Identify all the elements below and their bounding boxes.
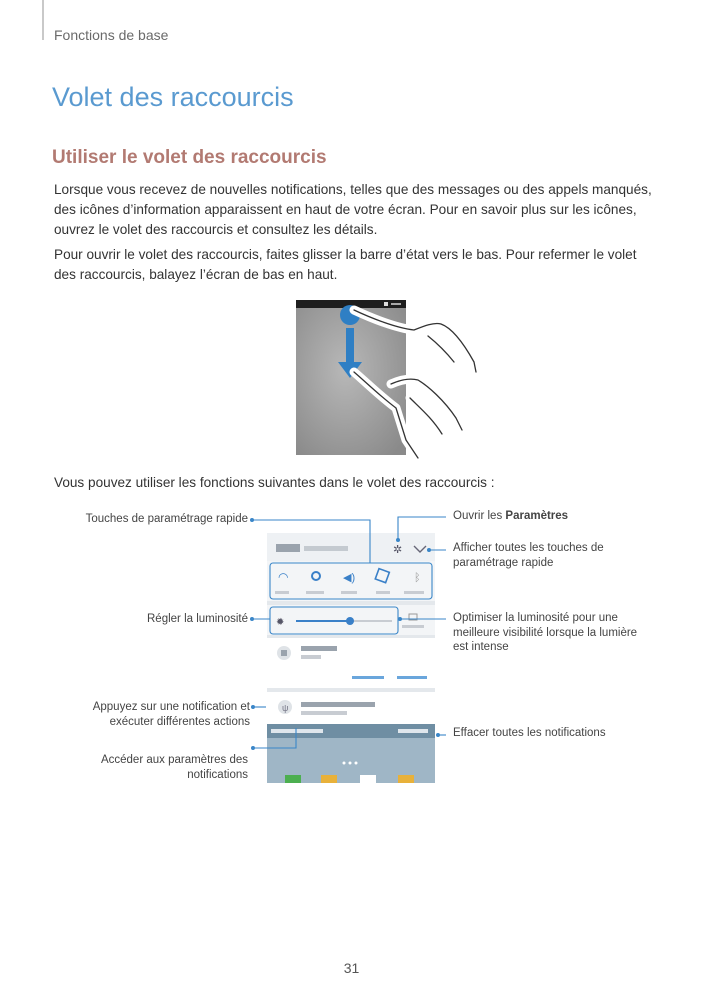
svg-text:ψ: ψ: [282, 703, 289, 713]
label-clear-all: Effacer toutes les notifications: [453, 727, 606, 739]
paragraph-intro: Lorsque vous recevez de nouvelles notifications, telles que des messages ou des appels manqués, des icônes d’information apparaissent en haut de votre écran. Pour en savoir plus sur les icônes, ouvrez le volet des raccourcis et consultez les détails.: [54, 182, 652, 237]
label-show-all-quick: Afficher toutes les touches de paramétrage rapide: [453, 542, 604, 569]
notification-settings-link: [271, 729, 323, 733]
page-title: Volet des raccourcis: [52, 82, 294, 112]
section-divider: [42, 0, 44, 40]
label-quick-settings: Touches de paramétrage rapide: [85, 513, 248, 525]
clear-all-link: [398, 729, 428, 733]
paragraph-open-panel: Pour ouvrir le volet des raccourcis, faites glisser la barre d’état vers le bas. Pour refermer le volet des raccourcis, balayez l’écran de bas en haut.: [54, 247, 637, 282]
usb-notification-card: [267, 692, 435, 724]
wifi-icon: ◠: [278, 570, 289, 584]
label-notification-actions: Appuyez sur une notification et exécuter différentes actions: [92, 701, 250, 728]
label-outdoor-mode: Optimiser la luminosité pour une meilleure visibilité lorsque la lumière est intense: [453, 612, 638, 653]
page-number: 31: [343, 960, 360, 976]
label-open-settings: Ouvrir les Paramètres: [453, 510, 569, 522]
label-brightness: Régler la luminosité: [147, 613, 248, 625]
section-header: Fonctions de base: [54, 27, 169, 43]
gear-icon: ✲: [393, 544, 403, 556]
notification-card: [267, 638, 435, 688]
section-subtitle: Utiliser le volet des raccourcis: [52, 147, 327, 168]
label-notification-settings: Accéder aux paramètres des notifications: [100, 754, 248, 781]
brightness-slider-thumb: [346, 617, 354, 625]
bluetooth-icon: ᛒ: [414, 572, 421, 584]
sound-icon: ◀): [343, 572, 356, 584]
clock-text: [276, 544, 300, 552]
swipe-down-illustration: [296, 300, 486, 460]
paragraph-functions: Vous pouvez utiliser les fonctions suivantes dans le volet des raccourcis :: [54, 475, 495, 490]
brightness-icon: ✹: [276, 617, 285, 628]
